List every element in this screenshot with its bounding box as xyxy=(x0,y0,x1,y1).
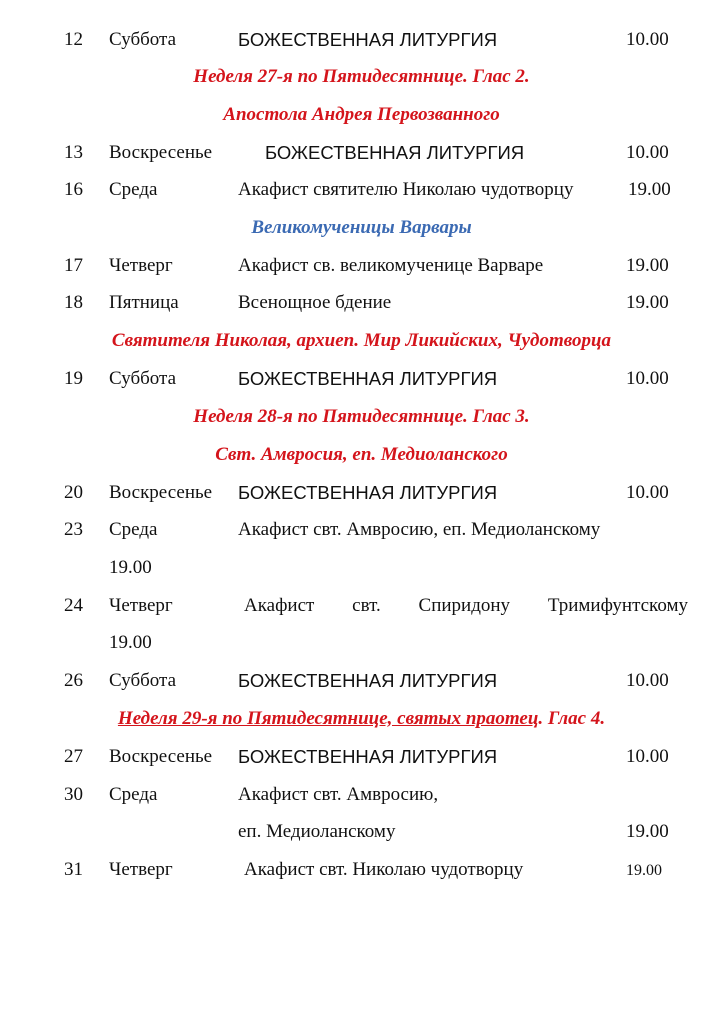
row-day: 13 xyxy=(64,142,83,163)
row-weekday: Среда xyxy=(109,784,158,805)
row-service: БОЖЕСТВЕННАЯ ЛИТУРГИЯ xyxy=(238,368,498,389)
service-word: Тримифунтскому xyxy=(547,595,688,616)
row-weekday: Воскресенье xyxy=(109,482,213,503)
row-day: 26 xyxy=(64,670,83,691)
heading-great-martyr-barbara: Великомученицы Варвары xyxy=(251,217,472,238)
row-day: 30 xyxy=(64,784,83,805)
heading-week-29-main: Неделя 29-я по Пятидесятнице, святых праотец xyxy=(117,708,539,729)
row-time: 19.00 xyxy=(628,179,671,200)
heading-week-27: Неделя 27-я по Пятидесятнице. Глас 2. xyxy=(193,66,530,87)
row-time: 19.00 xyxy=(109,557,152,578)
row-time: 10.00 xyxy=(626,142,669,163)
row-time: 10.00 xyxy=(626,368,669,389)
heading-week-29 xyxy=(0,708,723,730)
row-service-line2: еп. Медиоланскому xyxy=(238,821,396,842)
row-service: Акафист свт. Амвросию, еп. Медиоланскому xyxy=(238,519,601,540)
row-service: Акафист святителю Николаю чудотворцу xyxy=(238,179,574,200)
row-time: 19.00 xyxy=(626,821,669,842)
row-day: 17 xyxy=(64,255,83,276)
row-time: 10.00 xyxy=(626,482,669,503)
heading-week-28: Неделя 28-я по Пятидесятнице. Глас 3. xyxy=(193,406,530,427)
row-weekday: Суббота xyxy=(109,368,177,389)
row-service: БОЖЕСТВЕННАЯ ЛИТУРГИЯ xyxy=(238,482,498,503)
row-service: БОЖЕСТВЕННАЯ ЛИТУРГИЯ xyxy=(238,746,498,767)
row-day: 24 xyxy=(64,595,83,616)
row-day: 12 xyxy=(64,29,83,50)
row-day: 16 xyxy=(64,179,83,200)
service-word: Акафист xyxy=(244,595,315,616)
heading-saint-ambrose: Свт. Амвросия, еп. Медиоланского xyxy=(215,444,508,465)
row-weekday: Пятница xyxy=(109,292,179,313)
heading-saint-nicholas: Святителя Николая, архиеп. Мир Ликийских, Чудотворца xyxy=(111,330,612,351)
row-weekday: Воскресенье xyxy=(109,746,213,767)
row-day: 19 xyxy=(64,368,83,389)
row-day: 23 xyxy=(64,519,83,540)
row-time: 10.00 xyxy=(626,29,669,50)
row-weekday: Четверг xyxy=(109,595,173,616)
service-word: Спиридону xyxy=(418,595,511,616)
row-day: 18 xyxy=(64,292,83,313)
row-service: БОЖЕСТВЕННАЯ ЛИТУРГИЯ xyxy=(238,670,498,691)
row-weekday: Среда xyxy=(109,519,158,540)
row-service: Акафист свт. Николаю чудотворцу xyxy=(244,859,524,880)
row-service: БОЖЕСТВЕННАЯ ЛИТУРГИЯ xyxy=(265,142,525,163)
row-time: 19.00 xyxy=(109,632,152,653)
row-day: 31 xyxy=(64,859,83,880)
row-service: Акафист св. великомученице Варваре xyxy=(238,255,544,276)
row-time: 10.00 xyxy=(626,670,669,691)
row-weekday: Суббота xyxy=(109,670,177,691)
row-service-line1: Акафист свт. Амвросию, xyxy=(238,784,439,805)
row-service xyxy=(244,595,688,617)
row-service: Всенощное бдение xyxy=(238,292,392,313)
heading-apostle-andrew: Апостола Андрея Первозванного xyxy=(223,104,500,125)
row-weekday: Четверг xyxy=(109,859,173,880)
row-weekday: Суббота xyxy=(109,29,177,50)
row-time: 19.00 xyxy=(626,255,669,276)
row-time: 10.00 xyxy=(626,746,669,767)
row-weekday: Четверг xyxy=(109,255,173,276)
row-weekday: Воскресенье xyxy=(109,142,213,163)
row-time: 19.00 xyxy=(626,862,662,879)
row-service: БОЖЕСТВЕННАЯ ЛИТУРГИЯ xyxy=(238,29,498,50)
service-word: свт. xyxy=(352,595,381,616)
row-day: 27 xyxy=(64,746,83,767)
row-day: 20 xyxy=(64,482,83,503)
row-time: 19.00 xyxy=(626,292,669,313)
heading-week-29-tone: . Глас 4. xyxy=(538,708,606,729)
row-weekday: Среда xyxy=(109,179,158,200)
